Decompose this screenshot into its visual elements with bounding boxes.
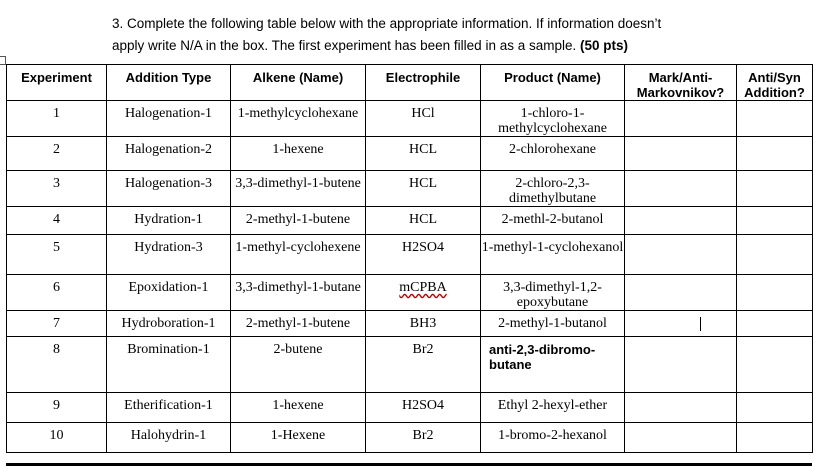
- electrophile-text: mCPBA: [399, 280, 447, 295]
- table-row: [7, 171, 813, 207]
- cell-markovnikov[interactable]: [625, 207, 737, 235]
- cell-electrophile: Br2: [366, 337, 481, 393]
- cell-alkene: 2-butene: [231, 337, 366, 393]
- cell-alkene: 1-Hexene: [231, 423, 366, 453]
- cell-experiment: 5: [7, 235, 107, 275]
- cell-alkene: 3,3-dimethyl-1-butane: [231, 275, 366, 311]
- cell-addition[interactable]: [737, 171, 813, 207]
- cell-addition-type: Hydroboration-1: [107, 311, 231, 337]
- cell-experiment: 4: [7, 207, 107, 235]
- table-row: [7, 275, 813, 311]
- cell-product[interactable]: 1-methyl-1-cyclohexanol: [481, 235, 625, 275]
- cell-product[interactable]: 2-methyl-1-butanol: [481, 311, 625, 337]
- cell-addition-type: Halogenation-3: [107, 171, 231, 207]
- cell-addition[interactable]: [737, 275, 813, 311]
- cell-electrophile: HCL: [366, 171, 481, 207]
- header-addition-type: Addition Type: [107, 65, 231, 101]
- cell-markovnikov[interactable]: [625, 275, 737, 311]
- cell-addition-type: Halogenation-1: [107, 101, 231, 137]
- table-row: [7, 423, 813, 453]
- cell-product[interactable]: anti-2,3-dibromo-butane: [481, 337, 625, 393]
- table-row: [7, 207, 813, 235]
- table-row: [7, 393, 813, 423]
- cell-addition-type: Bromination-1: [107, 337, 231, 393]
- header-experiment: Experiment: [7, 65, 107, 101]
- cell-electrophile: BH3: [366, 311, 481, 337]
- cell-addition[interactable]: [737, 207, 813, 235]
- cell-experiment: 8: [7, 337, 107, 393]
- cell-markovnikov[interactable]: [625, 101, 737, 137]
- question-line-2: [112, 35, 802, 57]
- cell-markovnikov[interactable]: [625, 235, 737, 275]
- cell-alkene: 3,3-dimethyl-1-butene: [231, 171, 366, 207]
- experiment-table: [6, 64, 813, 453]
- cell-alkene: 1-methylcyclohexane: [231, 101, 366, 137]
- cell-markovnikov[interactable]: [625, 393, 737, 423]
- table-header-row: [7, 65, 813, 101]
- cell-addition-type: Halogenation-2: [107, 137, 231, 171]
- cell-experiment: 9: [7, 393, 107, 423]
- question-line-2-text: apply write N/A in the box. The first experiment has been filled in as a sample.: [112, 38, 580, 53]
- cell-addition-type: Etherification-1: [107, 393, 231, 423]
- cell-product[interactable]: 1-bromo-2-hexanol: [481, 423, 625, 453]
- header-addition: Anti/Syn Addition?: [737, 65, 813, 101]
- cell-alkene: 1-hexene: [231, 137, 366, 171]
- points-label: (50 pts): [580, 38, 629, 53]
- question-text: [112, 13, 802, 57]
- cell-experiment: 10: [7, 423, 107, 453]
- cell-addition-type: Halohydrin-1: [107, 423, 231, 453]
- cell-addition-type: Hydration-3: [107, 235, 231, 275]
- cell-addition-type: Epoxidation-1: [107, 275, 231, 311]
- cell-addition[interactable]: [737, 101, 813, 137]
- cell-electrophile: HCL: [366, 137, 481, 171]
- cell-addition[interactable]: [737, 235, 813, 275]
- cell-markovnikov[interactable]: [625, 171, 737, 207]
- cell-product[interactable]: Ethyl 2-hexyl-ether: [481, 393, 625, 423]
- cell-addition[interactable]: [737, 311, 813, 337]
- cell-product[interactable]: 2-chloro-2,3-dimethylbutane: [481, 171, 625, 207]
- cell-product[interactable]: 3,3-dimethyl-1,2-epoxybutane: [481, 275, 625, 311]
- question-line-1: 3. Complete the following table below with the appropriate information. If information doesn’t: [112, 16, 662, 31]
- page-bottom-divider: [6, 463, 812, 466]
- text-cursor-icon: [700, 317, 701, 331]
- cell-experiment: 6: [7, 275, 107, 311]
- cell-addition[interactable]: [737, 337, 813, 393]
- cell-alkene: 2-methyl-1-butene: [231, 207, 366, 235]
- cell-alkene: 1-methyl-cyclohexene: [231, 235, 366, 275]
- cell-alkene: 1-hexene: [231, 393, 366, 423]
- cell-product[interactable]: 2-methl-2-butanol: [481, 207, 625, 235]
- table-row: [7, 101, 813, 137]
- cell-experiment: 3: [7, 171, 107, 207]
- header-markovnikov: Mark/Anti-Markovnikov?: [625, 65, 737, 101]
- cell-addition-type: Hydration-1: [107, 207, 231, 235]
- table-row: [7, 311, 813, 337]
- cell-markovnikov[interactable]: [625, 337, 737, 393]
- cell-addition[interactable]: [737, 137, 813, 171]
- cell-alkene: 2-methyl-1-butene: [231, 311, 366, 337]
- cell-addition[interactable]: [737, 423, 813, 453]
- table-row: [7, 137, 813, 171]
- cell-experiment: 2: [7, 137, 107, 171]
- cell-experiment: 1: [7, 101, 107, 137]
- cell-product: 1-chloro-1-methylcyclohexane: [481, 101, 625, 137]
- header-electrophile: Electrophile: [366, 65, 481, 101]
- table-row: [7, 337, 813, 393]
- cell-electrophile: Br2: [366, 423, 481, 453]
- cell-electrophile: H2SO4: [366, 235, 481, 275]
- cell-product[interactable]: 2-chlorohexane: [481, 137, 625, 171]
- cell-electrophile: HCL: [366, 207, 481, 235]
- cell-electrophile: H2SO4: [366, 393, 481, 423]
- header-product: Product (Name): [481, 65, 625, 101]
- cell-markovnikov[interactable]: [625, 137, 737, 171]
- header-alkene: Alkene (Name): [231, 65, 366, 101]
- table-row: [7, 235, 813, 275]
- cell-addition[interactable]: [737, 393, 813, 423]
- cell-electrophile: [366, 275, 481, 311]
- cell-electrophile: HCl: [366, 101, 481, 137]
- cell-markovnikov[interactable]: [625, 311, 737, 337]
- cell-markovnikov[interactable]: [625, 423, 737, 453]
- cell-experiment: 7: [7, 311, 107, 337]
